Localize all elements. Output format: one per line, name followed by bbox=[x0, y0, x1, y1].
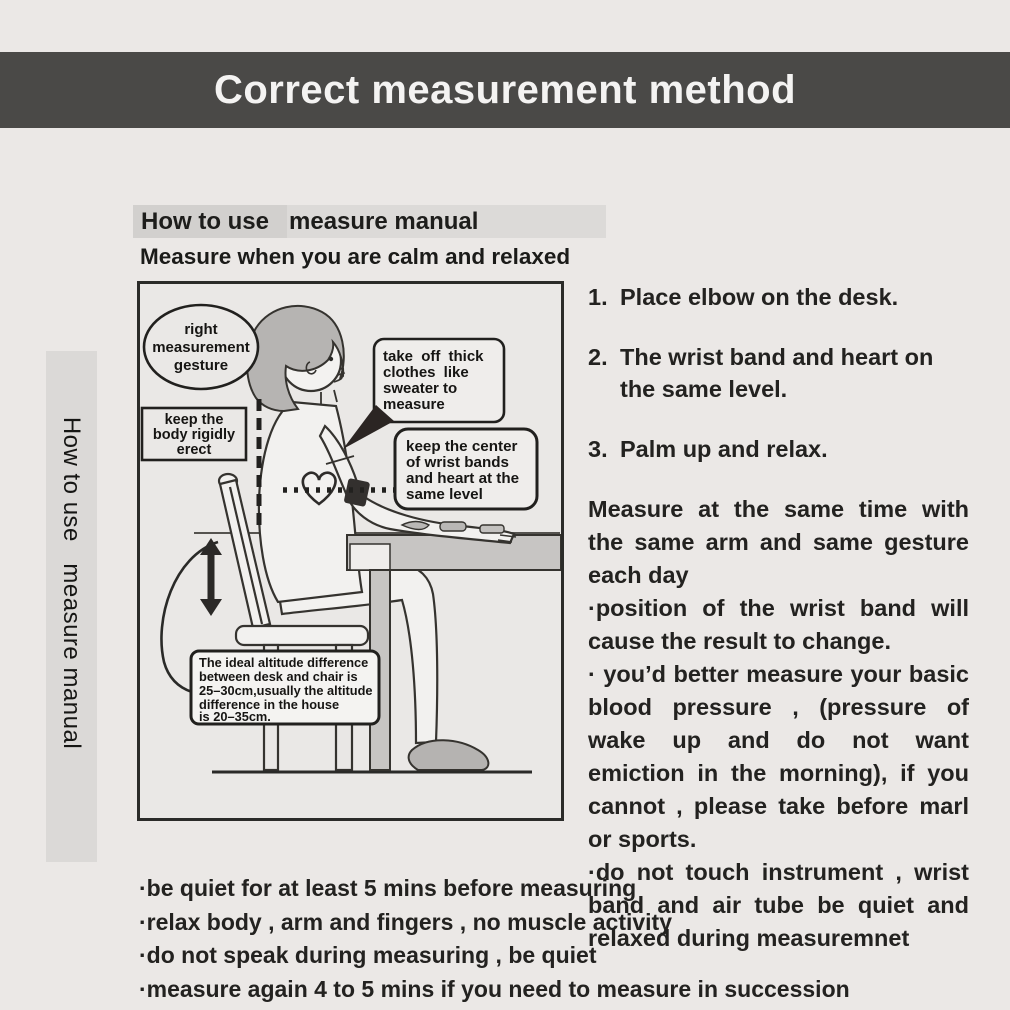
section-heading-left: How to use bbox=[133, 205, 287, 238]
instructions-column bbox=[588, 281, 969, 955]
slipper bbox=[409, 740, 489, 770]
instruction-step-2 bbox=[588, 341, 969, 405]
tip-item: ·be quiet for at least 5 mins before measuring bbox=[139, 875, 637, 901]
note-paragraph: ·do not touch instrument , wrist band and air tube be quiet and relaxed during measuremnet bbox=[588, 859, 969, 951]
section-heading-right: measure manual bbox=[287, 205, 606, 238]
svg-text:same level: same level bbox=[406, 486, 483, 503]
svg-text:take off thick: take off thick bbox=[383, 348, 484, 365]
note-paragraph: Measure at the same time with the same arm and same gesture each day bbox=[588, 496, 969, 588]
svg-text:right: right bbox=[184, 321, 218, 338]
subheading: Measure when you are calm and relaxed bbox=[140, 244, 571, 269]
vertical-sidebar bbox=[46, 351, 97, 862]
posture-illustration bbox=[137, 281, 564, 821]
header-bar bbox=[0, 52, 1010, 128]
step-text: The wrist band and heart on the same level. bbox=[620, 344, 934, 402]
svg-text:gesture: gesture bbox=[173, 357, 229, 374]
svg-text:between desk and chair is: between desk and chair is bbox=[199, 669, 358, 684]
callout-altitude bbox=[191, 651, 379, 724]
step-number: 1. bbox=[588, 284, 608, 310]
svg-text:body rigidly: body rigidly bbox=[152, 427, 236, 443]
page-title: Correct measurement method bbox=[213, 67, 797, 112]
bottom-tips-list bbox=[139, 872, 999, 1006]
svg-text:keep the center: keep the center bbox=[406, 438, 518, 455]
tip-item: ·do not speak during measuring , be quiet bbox=[139, 942, 597, 968]
svg-text:keep the: keep the bbox=[164, 412, 224, 428]
tip-item: ·relax body , arm and fingers , no muscle activity bbox=[139, 908, 672, 935]
svg-text:of wrist bands: of wrist bands bbox=[406, 454, 509, 471]
section-heading bbox=[133, 205, 606, 238]
callout-body-erect bbox=[142, 408, 246, 460]
svg-text:measurement: measurement bbox=[152, 339, 250, 356]
svg-text:erect: erect bbox=[176, 442, 212, 458]
instruction-step-1 bbox=[588, 281, 969, 313]
instruction-step-3 bbox=[588, 433, 969, 465]
step-number: 3. bbox=[588, 436, 608, 462]
svg-text:clothes like: clothes like bbox=[383, 364, 469, 381]
note-paragraph: ·position of the wrist band will cause the result to change. bbox=[588, 595, 969, 654]
svg-text:is 20–35cm.: is 20–35cm. bbox=[199, 709, 271, 724]
svg-text:sweater to: sweater to bbox=[383, 380, 458, 397]
step-text: Place elbow on the desk. bbox=[620, 284, 899, 310]
svg-text:difference in the house: difference in the house bbox=[199, 697, 340, 712]
svg-text:The ideal altitude difference: The ideal altitude difference bbox=[199, 655, 369, 670]
step-number: 2. bbox=[588, 344, 608, 370]
callout-gesture bbox=[144, 305, 258, 389]
step-text: Palm up and relax. bbox=[620, 436, 828, 462]
callout-wrist-level bbox=[395, 429, 537, 509]
desk bbox=[347, 535, 561, 770]
svg-text:25–30cm,usually the altitude: 25–30cm,usually the altitude bbox=[199, 683, 373, 698]
svg-text:and heart at the: and heart at the bbox=[406, 470, 520, 487]
tip-item: ·measure again 4 to 5 mins if you need to measure in succession bbox=[139, 975, 850, 1002]
svg-text:measure: measure bbox=[383, 396, 445, 413]
note-paragraph: · you’d better measure your basic blood pressure , (pressure of wake up and do not want emiction in the morning), if you cannot , please take before marl or sports. bbox=[588, 661, 969, 852]
posture-diagram bbox=[140, 284, 561, 818]
vertical-sidebar-label: How to use measure manual bbox=[58, 416, 85, 750]
